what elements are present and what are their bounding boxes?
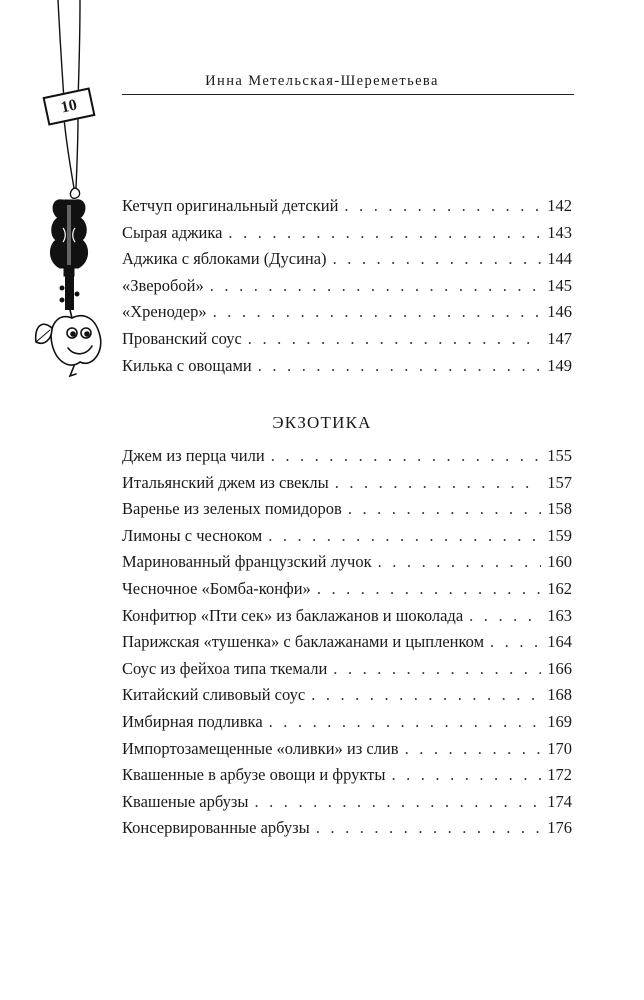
apple-character-icon (36, 310, 101, 376)
toc-entry (122, 736, 572, 763)
toc-entry-page: 158 (547, 499, 572, 519)
toc-entry-page: 163 (547, 605, 572, 625)
toc-leader-dots (271, 443, 542, 470)
toc-leader-dots (248, 326, 541, 353)
toc-entry (122, 576, 572, 603)
toc-entry-page: 144 (547, 249, 572, 269)
toc-entry-page: 168 (547, 685, 572, 705)
toc-entry (122, 549, 572, 576)
running-header-author: Инна Метельская-Шереметьева (205, 73, 439, 89)
toc-entry-title: «Хренодер» (122, 302, 207, 322)
section-heading: ЭКЗОТИКА (272, 413, 372, 432)
toc-entry (122, 523, 572, 550)
toc-entry-page: 146 (547, 302, 572, 322)
toc-leader-dots (378, 549, 542, 576)
toc-entry-page: 155 (547, 446, 572, 465)
toc-entry-page: 142 (547, 196, 572, 215)
toc-leader-dots (210, 273, 541, 300)
toc-leader-dots (316, 815, 541, 842)
toc-entry-page: 169 (547, 711, 572, 731)
toc-entry-title: Лимоны с чесноком (122, 525, 263, 545)
toc-entry-page: 176 (547, 818, 572, 838)
toc-leader-dots (311, 682, 541, 709)
toc-entry (122, 656, 572, 683)
toc-entry-page: 149 (547, 355, 572, 375)
toc-entry-title: Прованский соус (122, 328, 242, 348)
toc-entry (122, 789, 572, 816)
toc-entry (122, 682, 572, 709)
toc-entry-title: Квашеные арбузы (122, 791, 249, 811)
page-number-badge: 10 (43, 87, 96, 125)
toc-entry-page: 160 (547, 552, 572, 572)
toc-entry (122, 246, 572, 273)
toc-leader-dots (317, 576, 541, 603)
toc-entry-page: 166 (547, 658, 572, 678)
toc-entry-page: 157 (547, 472, 572, 492)
toc-leader-dots (213, 299, 542, 326)
toc-leader-dots (469, 603, 541, 630)
toc-entry-page: 172 (547, 765, 572, 785)
toc-entry-title: Итальянский джем из свеклы (122, 472, 329, 492)
toc-entry (122, 815, 572, 842)
toc-entry (122, 603, 572, 630)
toc-entry-title: Чесночное «Бомба-конфи» (122, 578, 311, 598)
toc-leader-dots (228, 220, 541, 247)
toc-entry (122, 709, 572, 736)
toc-list-exotic (122, 443, 572, 842)
toc-entry (122, 299, 572, 326)
toc-leader-dots (268, 523, 541, 550)
toc-entry (122, 443, 572, 470)
toc-list-part1 (122, 193, 572, 379)
toc-entry (122, 193, 572, 220)
toc-entry-page: 143 (547, 222, 572, 242)
toc-leader-dots (333, 246, 542, 273)
toc-entry-title: «Зверобой» (122, 275, 204, 295)
toc-entry-title: Джем из перца чили (122, 446, 265, 465)
toc-entry-title: Варенье из зеленых помидоров (122, 499, 342, 519)
toc-entry (122, 762, 572, 789)
toc-entry-title: Маринованный французский лучок (122, 552, 372, 572)
violin-icon (50, 200, 87, 310)
header-rule (122, 94, 574, 95)
toc-leader-dots (348, 496, 541, 523)
toc-entry-title: Имбирная подливка (122, 711, 263, 731)
toc-entry-title: Кетчуп оригинальный детский (122, 196, 339, 215)
toc-entry-title: Конфитюр «Пти сек» из баклажанов и шоколада (122, 605, 464, 625)
toc-entry-title: Импортозамещенные «оливки» из слив (122, 738, 399, 758)
toc-entry-page: 174 (547, 791, 572, 811)
toc-entry-title: Консервированные арбузы (122, 818, 310, 838)
toc-entry (122, 629, 572, 656)
toc-entry-title: Китайский сливовый соус (122, 685, 306, 705)
toc-entry-page: 159 (547, 525, 572, 545)
toc-entry (122, 326, 572, 353)
toc-entry (122, 220, 572, 247)
toc-entry-title: Сырая аджика (122, 222, 223, 242)
toc-leader-dots (258, 353, 542, 380)
toc-leader-dots (333, 656, 541, 683)
toc-entry-page: 162 (547, 578, 572, 598)
toc-entry (122, 273, 572, 300)
toc-entry-page: 164 (547, 632, 572, 652)
toc-entry-title: Квашенные в арбузе овощи и фрукты (122, 765, 386, 785)
toc-entry (122, 470, 572, 497)
toc-leader-dots (269, 709, 542, 736)
toc-entry-title: Соус из фейхоа типа ткемали (122, 658, 328, 678)
toc-leader-dots (490, 629, 541, 656)
toc-entry-title: Килька с овощами (122, 355, 252, 375)
toc-entry (122, 496, 572, 523)
toc-entry-page: 145 (547, 275, 572, 295)
toc-entry (122, 353, 572, 380)
toc-leader-dots (255, 789, 542, 816)
toc-leader-dots (405, 736, 542, 763)
toc-entry-page: 170 (547, 738, 572, 758)
toc-entry-page: 147 (547, 328, 572, 348)
violin-apple-illustration (0, 0, 130, 400)
toc-entry-title: Парижская «тушенка» с баклажанами и цыпленком (122, 632, 485, 652)
toc-leader-dots (391, 762, 541, 789)
toc-leader-dots (344, 193, 541, 220)
toc-entry-title: Аджика с яблоками (Дусина) (122, 249, 327, 269)
toc-leader-dots (335, 470, 542, 497)
